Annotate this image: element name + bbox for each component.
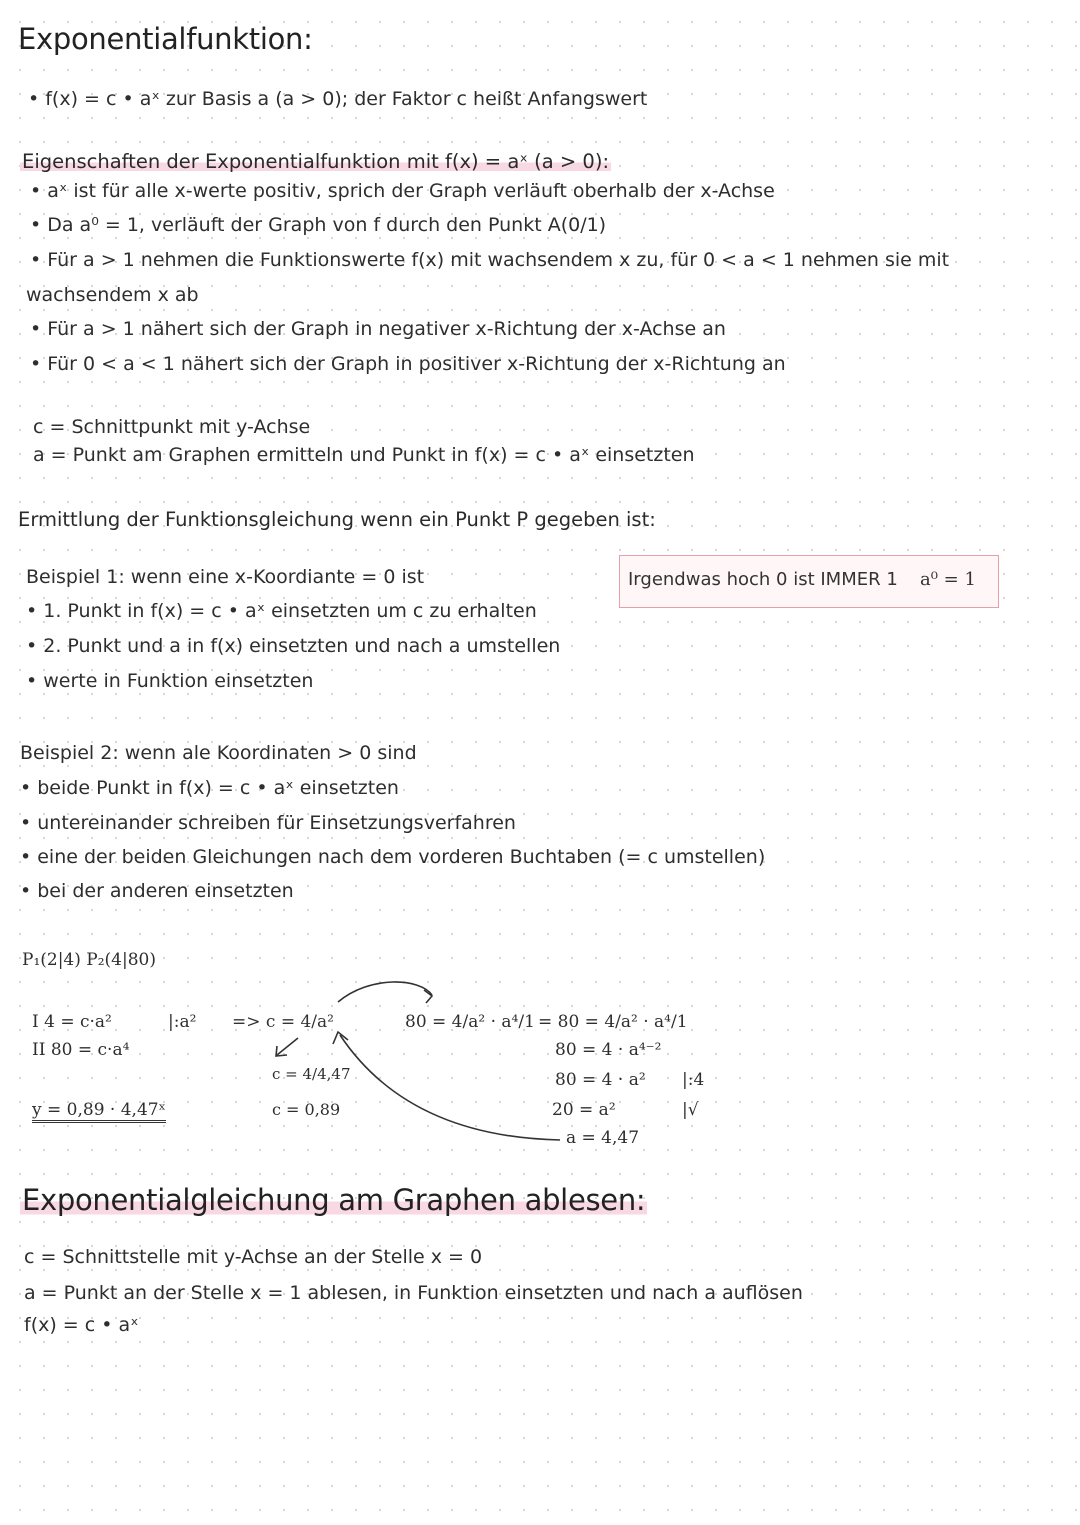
c-implication: => c = 4/a²	[232, 1012, 334, 1032]
property-item: • aˣ ist für alle x-werte positiv, sprich der Graph verläuft oberhalb der x-Achse	[30, 180, 775, 202]
c-definition: c = Schnittpunkt mit y-Achse	[33, 416, 311, 438]
equation-2: II 80 = c·a⁴	[32, 1040, 130, 1060]
solve-operation: |:4	[682, 1070, 705, 1090]
example1-title: Beispiel 1: wenn eine x-Koordiante = 0 ist	[26, 566, 425, 588]
example2-step: • beide Punkt in f(x) = c • aˣ einsetzten	[20, 777, 399, 799]
example2-step: • eine der beiden Gleichungen nach dem vorderen Buchtaben (= c umstellen)	[20, 846, 766, 868]
properties-heading-text: Eigenschaften der Exponentialfunktion mit f(x) = aˣ (a > 0):	[22, 150, 610, 173]
graph-reading-heading-text: Exponentialgleichung am Graphen ablesen:	[22, 1183, 646, 1217]
definition-line: • f(x) = c • aˣ zur Basis a (a > 0); der Faktor c heißt Anfangswert	[28, 88, 648, 110]
graph-reading-item: a = Punkt an der Stelle x = 1 ablesen, in Funktion einsetzten und nach a auflösen	[24, 1282, 803, 1304]
property-item: • Da a⁰ = 1, verläuft der Graph von f durch den Punkt A(0/1)	[30, 214, 607, 236]
solve-step: 80 = 4 · a²	[555, 1070, 646, 1090]
c-value: c = 0,89	[272, 1100, 341, 1119]
example2-step: • untereinander schreiben für Einsetzungsverfahren	[20, 812, 516, 834]
given-points: P₁(2|4) P₂(4|80)	[22, 950, 156, 970]
property-item: • Für a > 1 nehmen die Funktionswerte f(x) mit wachsendem x zu, für 0 < a < 1 nehmen sie mit	[30, 249, 950, 271]
example1-step: • werte in Funktion einsetzten	[26, 670, 314, 692]
property-item: • Für a > 1 nähert sich der Graph in negativer x-Richtung der x-Achse an	[30, 318, 726, 340]
example1-step: • 2. Punkt und a in f(x) einsetzten und nach a umstellen	[26, 635, 561, 657]
page-title: Exponentialfunktion:	[18, 22, 313, 56]
solve-step: 80 = 4 · a⁴⁻²	[555, 1040, 662, 1060]
example1-step: • 1. Punkt in f(x) = c • aˣ einsetzten um c zu erhalten	[26, 600, 537, 622]
solve-result: a = 4,47	[566, 1128, 640, 1148]
solve-operation: |√	[682, 1100, 699, 1120]
graph-reading-item: f(x) = c • aˣ	[24, 1314, 139, 1336]
determination-heading: Ermittlung der Funktionsgleichung wenn ein Punkt P gegeben ist:	[18, 508, 656, 531]
graph-reading-heading	[20, 1183, 647, 1217]
equation-1-operation: |:a²	[168, 1012, 197, 1032]
result-equation-text: y = 0,89 · 4,47ˣ	[32, 1100, 166, 1123]
note-text: Irgendwas hoch 0 ist IMMER 1	[628, 569, 898, 590]
property-item-continued: wachsendem x ab	[26, 284, 199, 306]
example2-title: Beispiel 2: wenn ale Koordinaten > 0 sind	[20, 742, 417, 764]
a-definition: a = Punkt am Graphen ermitteln und Punkt in f(x) = c • aˣ einsetzten	[33, 444, 695, 466]
substitution: 80 = 4/a² · a⁴/1	[405, 1012, 535, 1032]
graph-reading-item: c = Schnittstelle mit y-Achse an der Stelle x = 0	[24, 1246, 483, 1268]
c-fraction: c = 4/4,47	[272, 1065, 351, 1083]
equation-1: I 4 = c·a²	[32, 1012, 112, 1032]
example2-step: • bei der anderen einsetzten	[20, 880, 294, 902]
property-item: • Für 0 < a < 1 nähert sich der Graph in positiver x-Richtung der x-Richtung an	[30, 353, 786, 375]
solve-step: 20 = a²	[552, 1100, 616, 1120]
note-formula: a⁰ = 1	[920, 569, 976, 590]
solve-step: = 80 = 4/a² · a⁴/1	[538, 1012, 688, 1032]
